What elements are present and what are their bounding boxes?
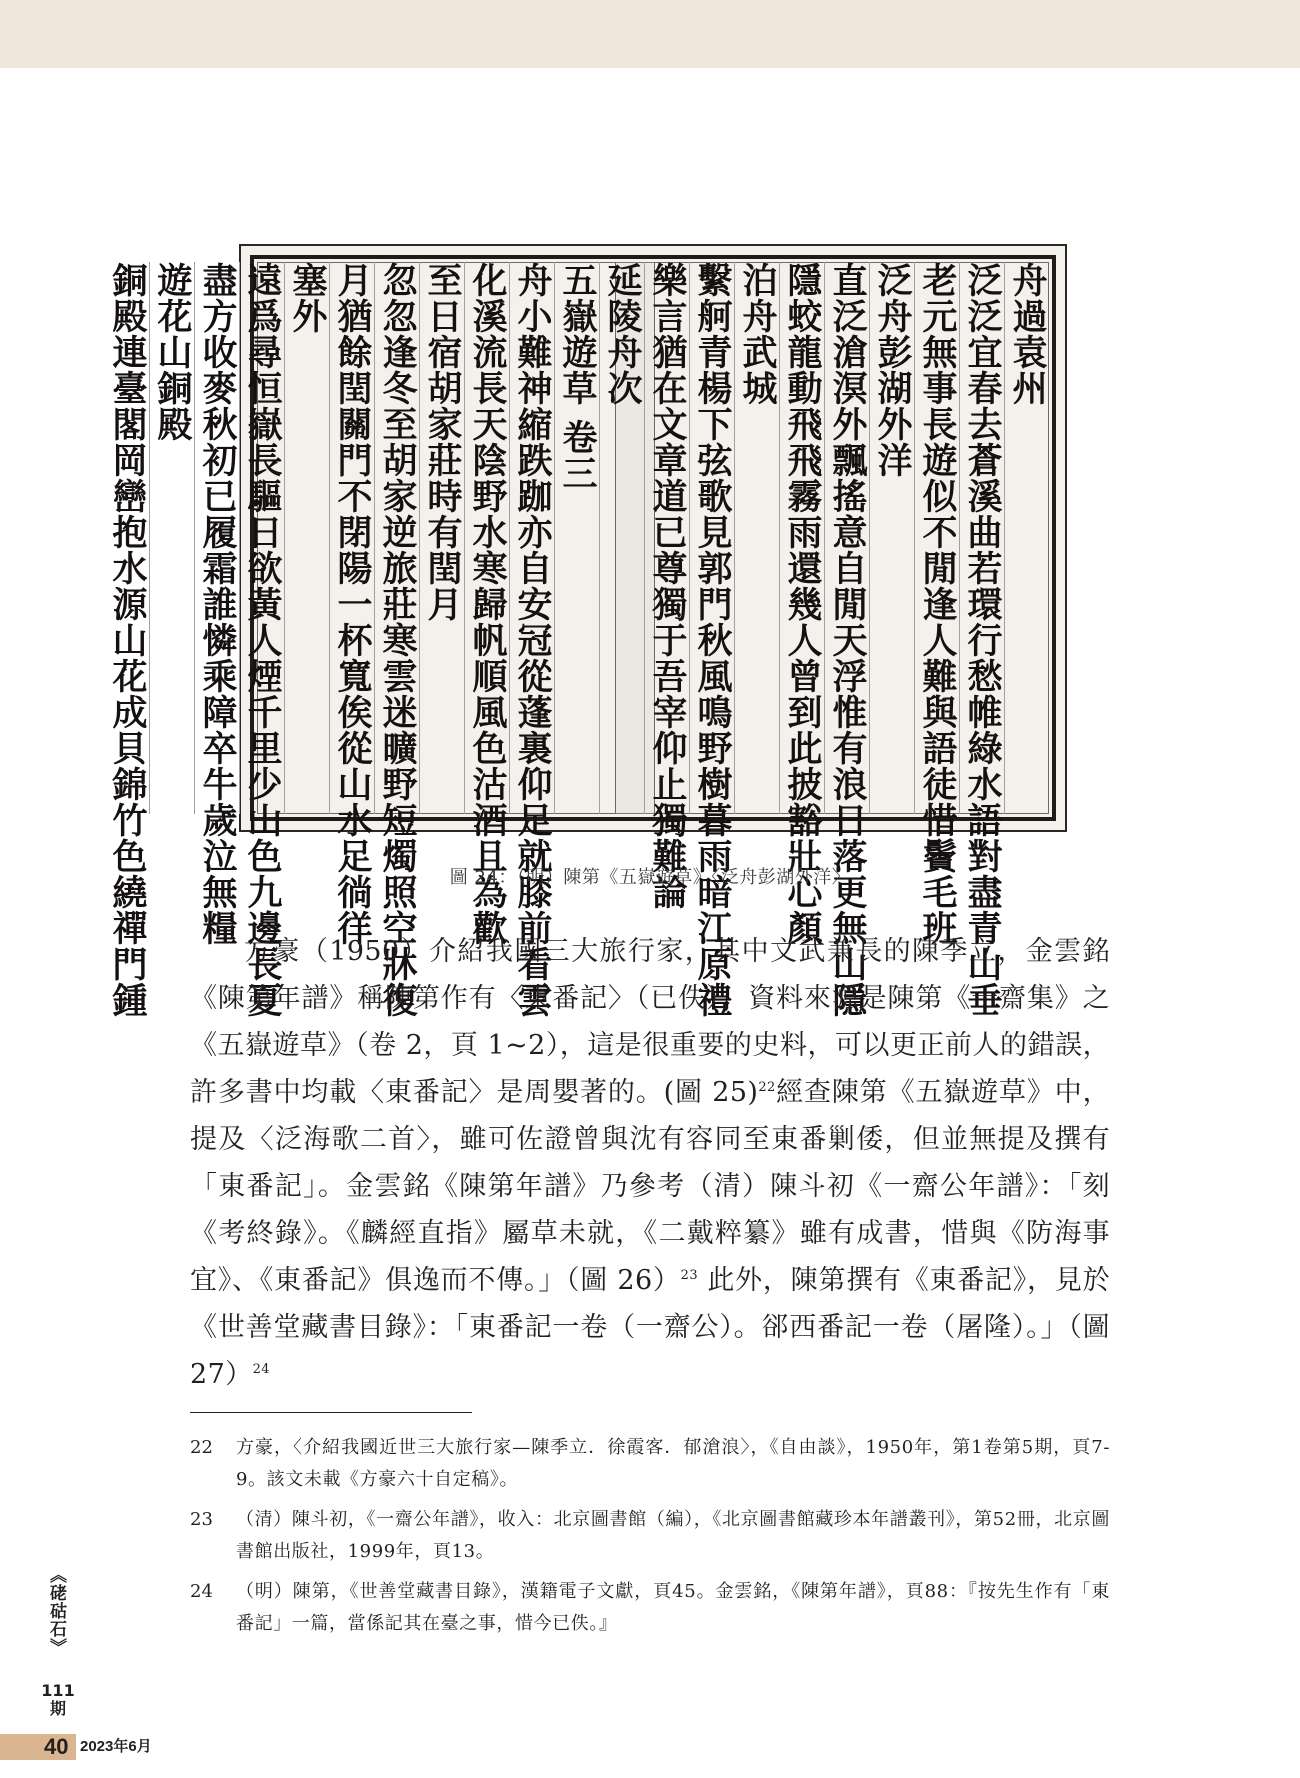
issue-label: 111期	[41, 1681, 75, 1718]
footnote	[190, 1432, 1110, 1496]
print-column: 至日宿胡家莊時有閏月	[419, 262, 464, 814]
footnote	[190, 1576, 1110, 1640]
print-column: 老元無事長遊似不閒逢人難與語徒惜鬢毛班	[914, 262, 959, 814]
figure-caption: 圖 24：（明）陳第《五嶽遊草》〈泛舟彭湖外洋〉	[449, 867, 851, 888]
journal-title: 《硓𥑮石》	[46, 1566, 66, 1656]
issue-date: 2023年6月	[80, 1738, 152, 1755]
print-column: 直泛滄溟外飄搖意自閒天浮惟有浪日落更無山隱	[824, 262, 869, 814]
print-column: 五嶽遊草 卷三	[554, 262, 599, 814]
print-column: 遊花山銅殿	[149, 262, 194, 814]
footnote-text: （明）陳第，《世善堂藏書目錄》，漢籍電子文獻，頁45。金雲銘，《陳第年譜》，頁88：『按先生作有「東番記」一篇，當係記其在臺之事，惜今已佚。』	[236, 1581, 1110, 1634]
print-column: 泛舟彭湖外洋	[869, 262, 914, 814]
page-number: 40	[44, 1734, 69, 1759]
footnote-divider	[190, 1412, 472, 1413]
footnote-text: 方豪，〈介紹我國近世三大旅行家—陳季立．徐霞客．郁滄浪〉，《自由談》，1950年，第1卷第5期，頁7-9。該文未載《方豪六十自定稿》。	[236, 1437, 1110, 1490]
print-column: 塞外	[284, 262, 329, 814]
body-text	[190, 928, 1110, 1398]
footnote-number: 22	[190, 1437, 213, 1458]
print-column: 延陵舟次	[599, 262, 644, 814]
footnote-ref[interactable]: 24	[252, 1362, 270, 1377]
print-column: 遠爲尋恒嶽長驅日欲黃人煙千里少山色九邊長夏	[239, 262, 284, 814]
print-column: 月猶餘閏關門不閉陽一杯寬俟從山水足徜徉	[329, 262, 374, 814]
print-column: 化溪流長天陰野水寒歸帆順風色沽酒且為歡	[464, 262, 509, 814]
body-paragraph: 方豪（1950）介紹我國三大旅行家，其中文武兼長的陳季立，金雲銘《陳第年譜》稱陳第作有〈東番記〉（已佚），資料來源是陳第《一齋集》之《五嶽遊草》（卷 2，頁 1~2），這是很重要的史料，可以更正前人的錯誤，許多書中均載〈東番記〉是周嬰著的。(圖 25)$^{22}$經查陳第《五嶽遊草》中，提及〈泛海歌二首〉，雖可佐證曾與沈有容同至東番剿倭，但並無提及撰有「東番記」。金雲銘《陳第年譜》乃參考（清）陳斗初《一齋公年譜》：「刻《考終錄》。《麟經直指》屬草未就，《二戴粹纂》雖有成書，惜與《防海事宜》、《東番記》俱逸而不傳。」（圖 26）$^{23}$ 此外，陳第撰有《東番記》，見於《世善堂藏書目錄》：「東番記一卷（一齋公）。郤西番記一卷（屠隆）。」（圖 27）$^{24}$	[190, 936, 1111, 1390]
top-band	[0, 0, 1300, 68]
print-column: 泊舟武城	[734, 262, 779, 814]
footnote-ref[interactable]: 23	[680, 1268, 699, 1283]
footnote-number: 23	[190, 1509, 213, 1530]
print-column: 舟小難神縮跌跏亦自安冠從蓬裏仰足就膝前看雲	[509, 262, 554, 814]
print-column: 盡方收麥秋初已履霜誰憐乘障卒牛歲泣無糧	[194, 262, 239, 814]
print-column: 繫舸青楊下弦歌見郭門秋風鳴野樹暮雨暗江原禮	[689, 262, 734, 814]
print-column: 忽忽逢冬至胡家逆旅莊寒雲迷曠野短燭照空牀復	[374, 262, 419, 814]
footnote-ref[interactable]: 22	[758, 1080, 776, 1095]
footnote-text: （清）陳斗初，《一齋公年譜》，收入：北京圖書館（編），《北京圖書館藏珍本年譜叢刊》，第52冊，北京圖書館出版社，1999年，頁13。	[236, 1509, 1110, 1562]
print-column: 舟過袁州	[1004, 262, 1049, 814]
footnotes	[190, 1432, 1110, 1648]
print-column: 銅殿連臺閣岡巒抱水源山花成貝錦竹色繞禪門鍾	[107, 262, 148, 1018]
print-column: 樂言猶在文章道已尊獨于吾宰仰止獨難論	[644, 262, 689, 814]
print-column: 泛泛宜春去蒼溪曲若環行愁帷綠水語對盡青山垂	[959, 262, 1004, 814]
footnote	[190, 1504, 1110, 1568]
footnote-number: 24	[190, 1581, 213, 1602]
print-column: 隱蛟龍動飛飛霧雨還幾人曾到此披豁壯心顏	[779, 262, 824, 814]
